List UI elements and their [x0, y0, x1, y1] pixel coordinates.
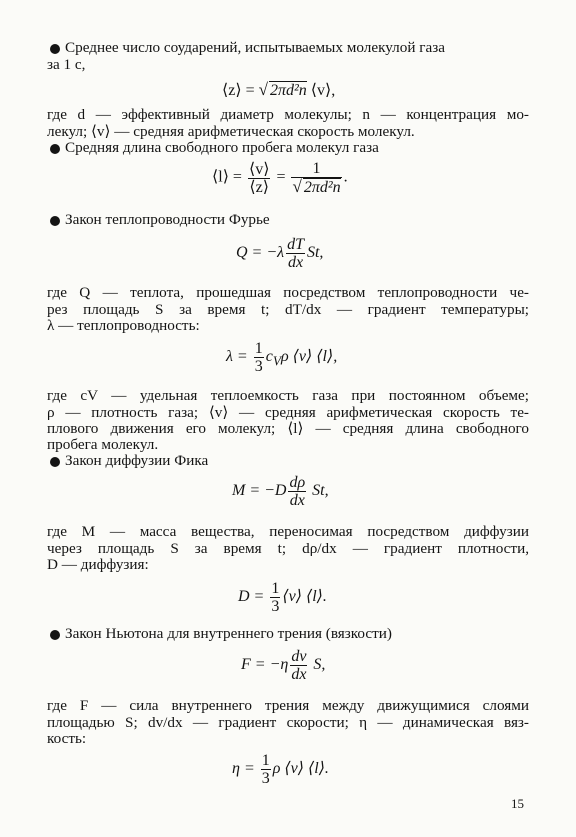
- fraction: [270, 580, 280, 615]
- formula-part: 2πd²n: [303, 179, 341, 196]
- numerator: dρ: [289, 474, 306, 491]
- formula-part: St,: [308, 482, 329, 500]
- text-line: за 1 с,: [47, 56, 86, 73]
- bullet-item: [47, 40, 529, 57]
- text-line: где Q — теплота, прошедшая посредством теплопроводности че-: [47, 284, 529, 301]
- denominator: dx: [289, 492, 305, 509]
- fraction: [286, 236, 305, 271]
- formula-part: ⟨l⟩ =: [212, 168, 246, 186]
- numerator: 1: [261, 752, 270, 769]
- text-line: пробега молекул.: [47, 436, 159, 453]
- bullet-item: [47, 140, 529, 157]
- fraction: [290, 648, 307, 683]
- text-line: Среднее число соударений, испытываемых молекулой газа: [65, 39, 445, 56]
- formula-part: St,: [306, 244, 324, 262]
- text-line: Закон Ньютона для внутреннего трения (вязкости): [65, 625, 392, 642]
- bullet-icon: [50, 216, 60, 226]
- formula-part: ρ ⟨v⟩ ⟨l⟩,: [281, 348, 338, 366]
- page-number: 15: [511, 796, 524, 811]
- formula-free-path: [212, 160, 348, 196]
- denominator: 3: [254, 358, 263, 375]
- text-line: Средняя длина свободного пробега молекул газа: [65, 139, 379, 156]
- numerator: ⟨v⟩: [248, 160, 270, 178]
- denominator: dx: [291, 666, 307, 683]
- text-line: через площадь S за время t; dρ/dx — градиент плотности,: [47, 540, 529, 557]
- fraction: [291, 160, 341, 196]
- fraction: [261, 752, 271, 787]
- text-line: ρ — плотность газа; ⟨v⟩ — средняя арифметическая скорость те-: [47, 404, 529, 421]
- denominator: dx: [287, 254, 304, 271]
- formula-part: ⟨z⟩ =: [222, 82, 259, 99]
- formula-part: c: [265, 348, 273, 366]
- formula-part: D =: [238, 588, 269, 606]
- formula-part: η =: [232, 760, 259, 778]
- formula-part: =: [272, 168, 290, 186]
- bullet-item: [47, 453, 529, 470]
- formula-lambda: [226, 340, 337, 375]
- formula-part: Q = −λ: [236, 244, 285, 262]
- fraction: [288, 474, 306, 509]
- formula-part: λ =: [226, 348, 252, 366]
- text-line: плового движения его молекул; ⟨l⟩ — средняя длина свободного: [47, 420, 529, 437]
- numerator: 1: [271, 580, 280, 597]
- text-line: λ — теплопроводность:: [47, 317, 200, 334]
- formula-part: M = −D: [232, 482, 287, 500]
- formula-part: 2πd²n: [269, 82, 307, 99]
- bullet-item: [47, 626, 529, 643]
- text-line: где cV — удельная теплоемкость газа при постоянном объеме;: [47, 387, 529, 404]
- text-line: где d — эффективный диаметр молекулы; n — концентрация мо-: [47, 106, 529, 123]
- text-line: D — диффузия:: [47, 556, 149, 573]
- bullet-icon: [50, 457, 60, 467]
- formula-part: ρ ⟨v⟩ ⟨l⟩.: [272, 760, 329, 778]
- sqrt-sign: √: [292, 177, 302, 196]
- formula-part: F = −η: [241, 656, 289, 674]
- formula-fick: [232, 474, 329, 509]
- denominator: 3: [271, 598, 280, 615]
- formula-viscosity: [232, 752, 329, 787]
- numerator: 1: [291, 160, 341, 178]
- denominator: ⟨z⟩: [249, 178, 269, 196]
- numerator: dT: [287, 236, 304, 253]
- formula-diffusion: [238, 580, 327, 615]
- fraction: [248, 161, 270, 196]
- formula-part: .: [343, 168, 348, 186]
- fraction: [254, 340, 264, 375]
- sqrt-sign: √: [258, 80, 268, 99]
- text-line: где F — сила внутреннего трения между движущимися слоями: [47, 697, 529, 714]
- bullet-icon: [50, 144, 60, 154]
- text-line: Закон теплопроводности Фурье: [65, 211, 270, 228]
- formula-fourier: [236, 236, 323, 271]
- text-line: рез площадь S за время t; dT/dx — градиент температуры;: [47, 301, 529, 318]
- text-line: лекул; ⟨v⟩ — средняя арифметическая скорость молекул.: [47, 123, 415, 140]
- numerator: 1: [254, 340, 263, 357]
- numerator: dv: [291, 648, 307, 665]
- bullet-icon: [50, 630, 60, 640]
- text-line: кость:: [47, 730, 87, 747]
- text-line: где M — масса вещества, переносимая посредством диффузии: [47, 523, 529, 540]
- denominator: [291, 178, 341, 196]
- formula-collisions: [222, 80, 335, 100]
- formula-part: ⟨v⟩ ⟨l⟩.: [282, 588, 327, 606]
- bullet-item: [47, 212, 529, 229]
- subscript: V: [272, 353, 281, 369]
- denominator: 3: [261, 770, 270, 787]
- formula-newton: [241, 648, 325, 683]
- text-line: площадью S; dv/dx — градиент скорости; η — динамическая вяз-: [47, 714, 529, 731]
- formula-part: S,: [309, 656, 326, 674]
- formula-part: ⟨v⟩,: [306, 82, 336, 99]
- bullet-icon: [50, 44, 60, 54]
- text-line: Закон диффузии Фика: [65, 452, 209, 469]
